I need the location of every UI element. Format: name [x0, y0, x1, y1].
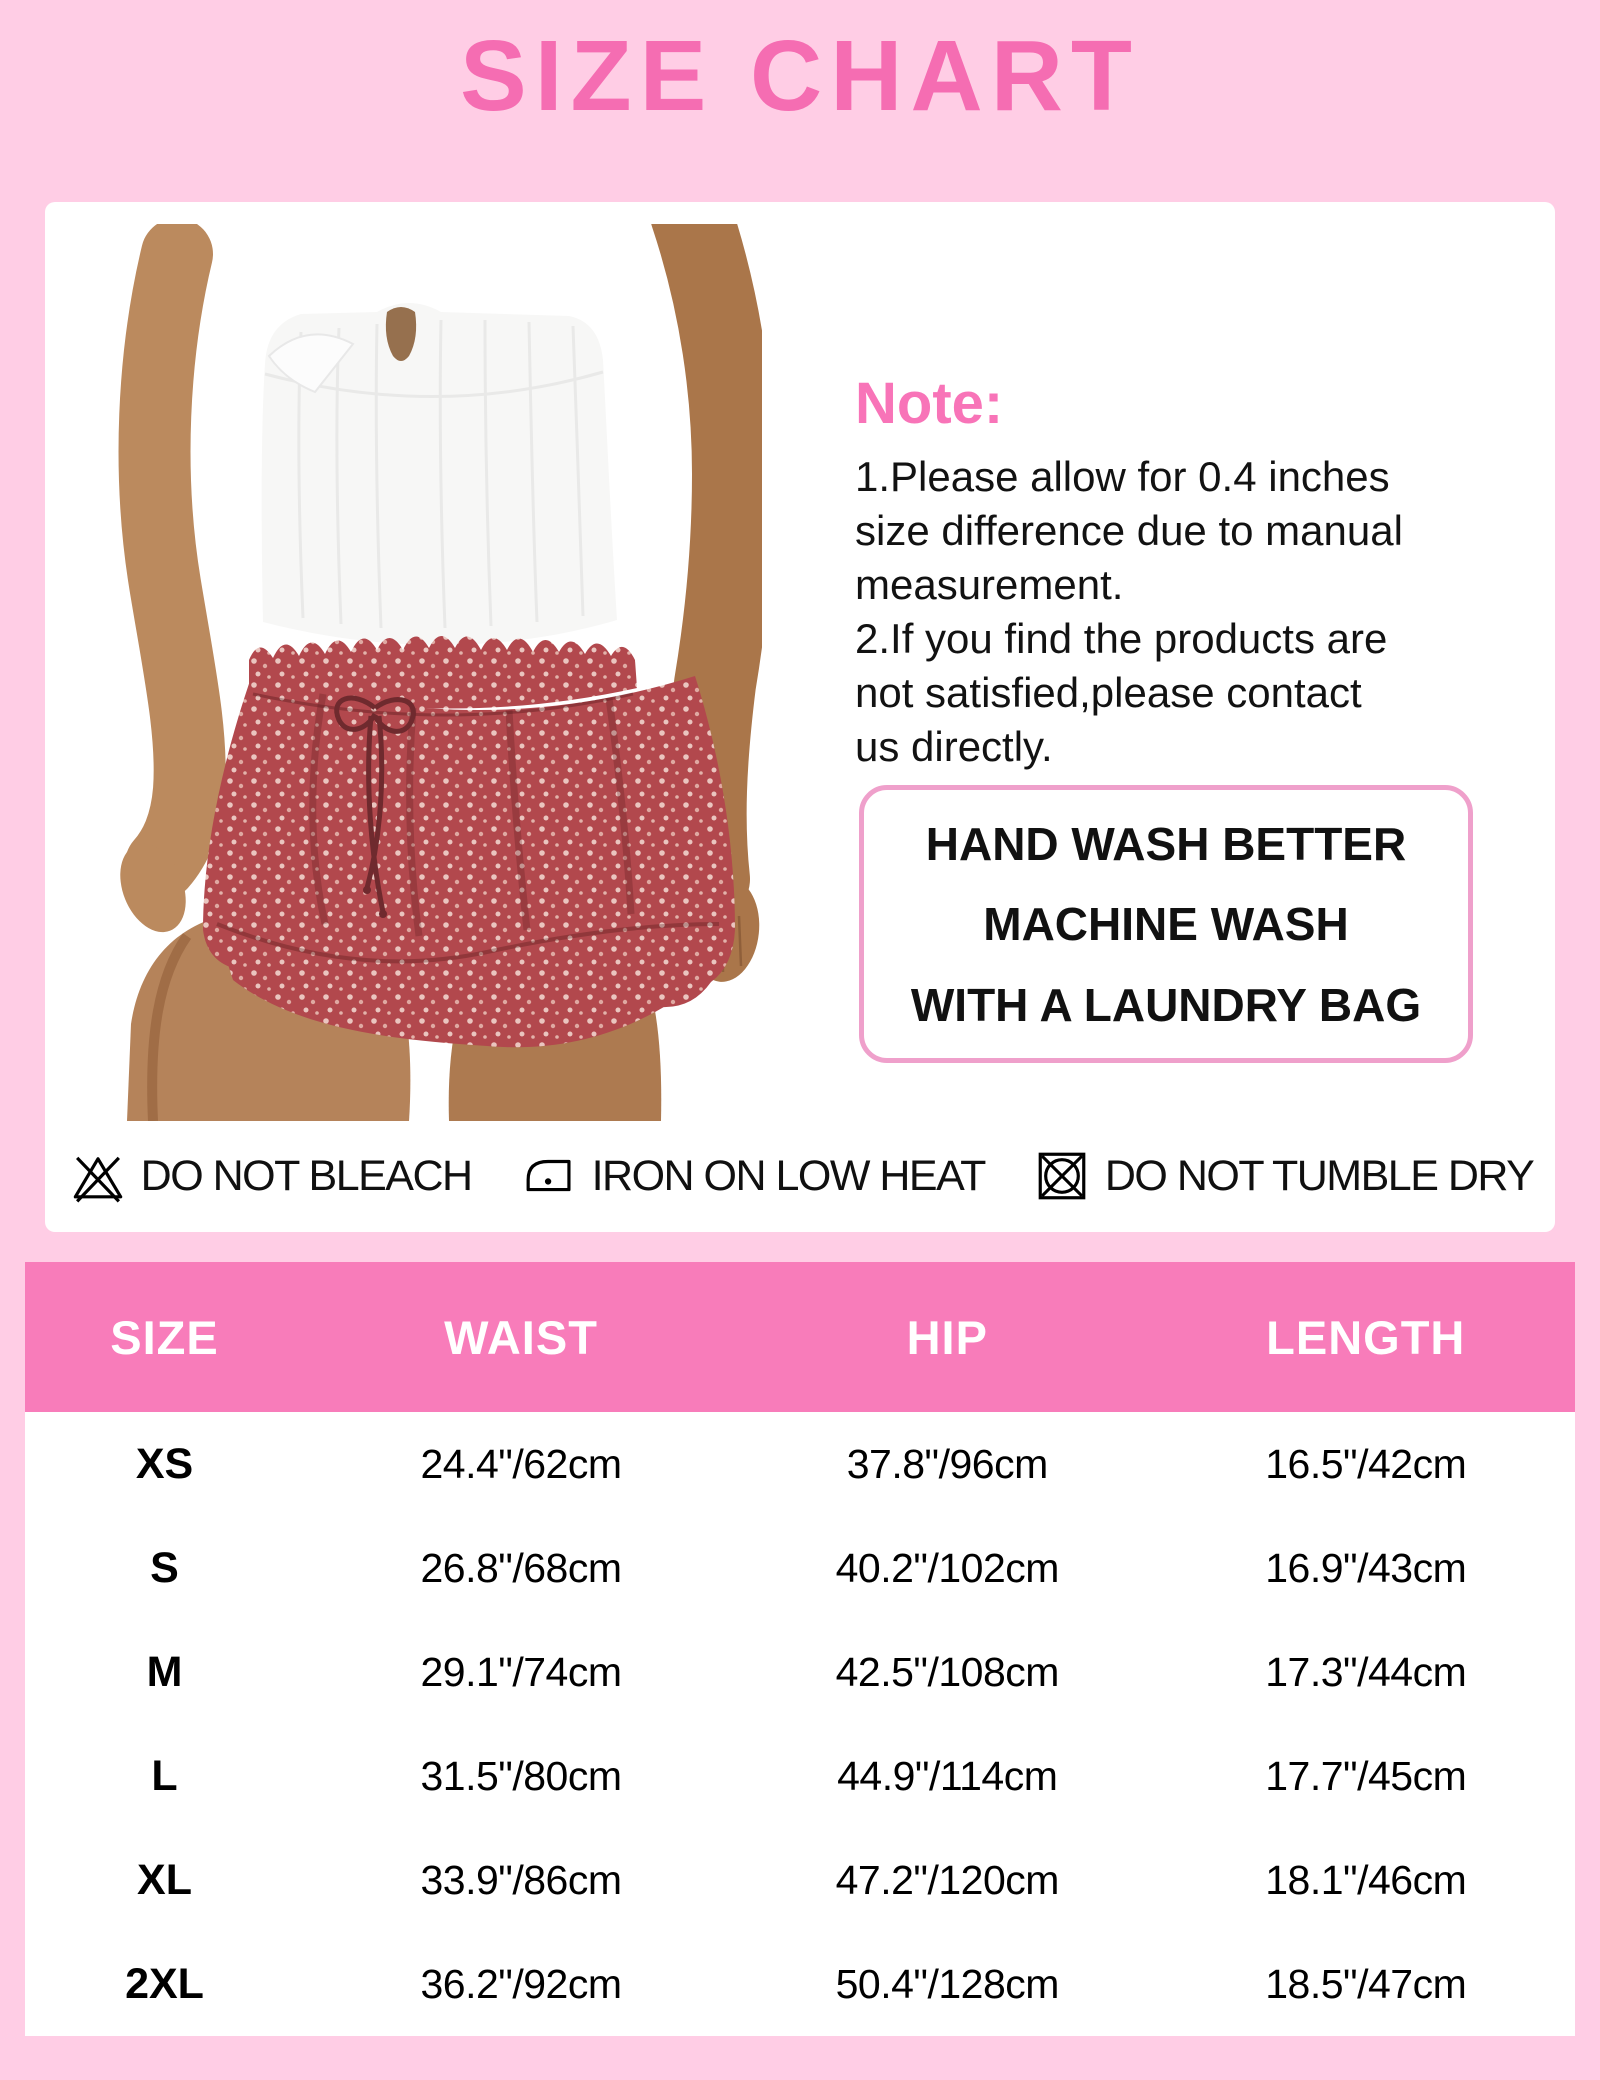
size-chart-table	[25, 1262, 1575, 2036]
waist-cell: 31.5"/80cm	[304, 1724, 738, 1828]
hip-cell: 42.5"/108cm	[738, 1620, 1157, 1724]
do-not-bleach-icon	[69, 1147, 127, 1205]
wash-instruction-box	[859, 785, 1473, 1063]
size-cell: M	[25, 1620, 304, 1724]
white-top	[262, 303, 617, 645]
size-cell: L	[25, 1724, 304, 1828]
info-card	[45, 202, 1555, 1232]
care-label: DO NOT TUMBLE DRY	[1104, 1151, 1534, 1200]
length-cell: 17.7"/45cm	[1157, 1724, 1576, 1828]
table-row	[25, 1724, 1575, 1828]
floral-shorts	[203, 636, 735, 1047]
length-cell: 18.1"/46cm	[1157, 1828, 1576, 1932]
note-line: 1.Please allow for 0.4 inches	[855, 453, 1390, 500]
waist-cell: 33.9"/86cm	[304, 1828, 738, 1932]
care-item-iron-low-heat	[520, 1147, 985, 1205]
length-cell: 16.9"/43cm	[1157, 1516, 1576, 1620]
waist-cell: 24.4"/62cm	[304, 1412, 738, 1516]
care-item-do-not-tumble-dry	[1033, 1147, 1533, 1205]
waist-cell: 36.2"/92cm	[304, 1932, 738, 2036]
table-row	[25, 1412, 1575, 1516]
care-label: IRON ON LOW HEAT	[591, 1151, 985, 1200]
hip-cell: 40.2"/102cm	[738, 1516, 1157, 1620]
table-row	[25, 1516, 1575, 1620]
length-cell: 16.5"/42cm	[1157, 1412, 1576, 1516]
size-cell: XL	[25, 1828, 304, 1932]
note-line: 2.If you find the products are	[855, 615, 1388, 662]
hip-cell: 50.4"/128cm	[738, 1932, 1157, 2036]
size-header: SIZE	[25, 1262, 304, 1412]
table-header-row	[25, 1262, 1575, 1412]
note-line: us directly.	[855, 723, 1053, 770]
size-cell: S	[25, 1516, 304, 1620]
table-row	[25, 1932, 1575, 2036]
iron-low-heat-icon	[520, 1147, 578, 1205]
care-instructions	[55, 1144, 1547, 1208]
hip-cell: 47.2"/120cm	[738, 1828, 1157, 1932]
size-cell: 2XL	[25, 1932, 304, 2036]
length-cell: 17.3"/44cm	[1157, 1620, 1576, 1724]
waist-cell: 26.8"/68cm	[304, 1516, 738, 1620]
note-line: measurement.	[855, 561, 1124, 608]
do-not-tumble-dry-icon	[1033, 1147, 1091, 1205]
care-label: DO NOT BLEACH	[140, 1151, 472, 1200]
table-row	[25, 1828, 1575, 1932]
wash-line: MACHINE WASH	[983, 898, 1349, 950]
hip-cell: 37.8"/96cm	[738, 1412, 1157, 1516]
hip-header: HIP	[738, 1262, 1157, 1412]
table-row	[25, 1620, 1575, 1724]
note-text	[855, 450, 1535, 774]
note-line: not satisfied,please contact	[855, 669, 1362, 716]
note-heading: Note:	[855, 371, 1004, 436]
page-title: SIZE CHART	[460, 20, 1140, 132]
waist-header: WAIST	[304, 1262, 738, 1412]
wash-line: WITH A LAUNDRY BAG	[910, 978, 1422, 1031]
length-cell: 18.5"/47cm	[1157, 1932, 1576, 2036]
care-item-do-not-bleach	[69, 1147, 472, 1205]
size-cell: XS	[25, 1412, 304, 1516]
hip-cell: 44.9"/114cm	[738, 1724, 1157, 1828]
length-header: LENGTH	[1157, 1262, 1576, 1412]
waist-cell: 29.1"/74cm	[304, 1620, 738, 1724]
note-line: size difference due to manual	[855, 507, 1403, 554]
wash-line: HAND WASH BETTER	[925, 817, 1407, 870]
product-photo	[57, 224, 762, 1121]
